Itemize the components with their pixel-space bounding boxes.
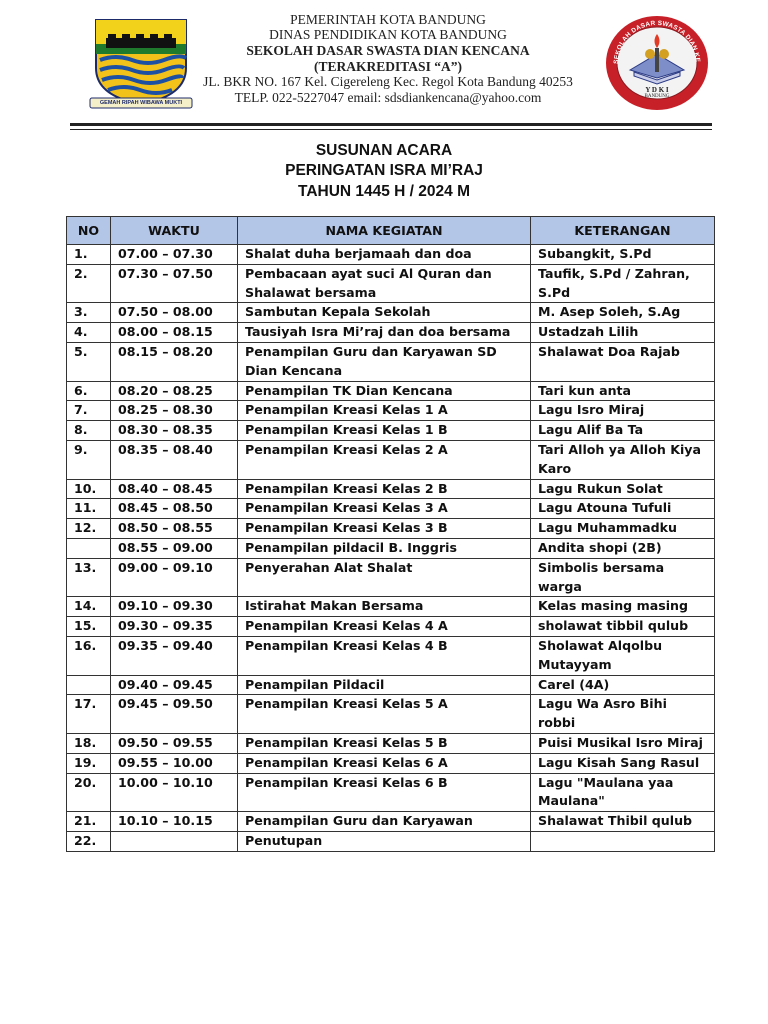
cell-waktu: 08.40 – 08.45 bbox=[111, 479, 238, 499]
cell-keterangan: Andita shopi (2B) bbox=[531, 538, 715, 558]
cell-waktu: 08.55 – 09.00 bbox=[111, 538, 238, 558]
header-nama-kegiatan: NAMA KEGIATAN bbox=[238, 217, 531, 245]
cell-nama-kegiatan: Penampilan pildacil B. Inggris bbox=[238, 538, 531, 558]
cell-keterangan: Lagu Muhammadku bbox=[531, 519, 715, 539]
table-row bbox=[67, 812, 715, 832]
table-row bbox=[67, 773, 715, 812]
table-row bbox=[67, 479, 715, 499]
document-year: TAHUN 1445 H / 2024 M bbox=[298, 183, 470, 200]
cell-no: 8. bbox=[67, 421, 111, 441]
cell-keterangan: sholawat tibbil qulub bbox=[531, 617, 715, 637]
cell-no: 7. bbox=[67, 401, 111, 421]
cell-keterangan: Puisi Musikal Isro Miraj bbox=[531, 733, 715, 753]
letterhead-rule-thick bbox=[70, 123, 712, 126]
cell-waktu bbox=[111, 831, 238, 851]
cell-nama-kegiatan: Penampilan Kreasi Kelas 1 B bbox=[238, 421, 531, 441]
cell-no: 5. bbox=[67, 342, 111, 381]
cell-waktu: 09.35 – 09.40 bbox=[111, 636, 238, 675]
cell-keterangan: Taufik, S.Pd / Zahran, S.Pd bbox=[531, 264, 715, 303]
header-waktu: WAKTU bbox=[111, 217, 238, 245]
table-row bbox=[67, 695, 715, 734]
cell-waktu: 08.15 – 08.20 bbox=[111, 342, 238, 381]
table-row bbox=[67, 617, 715, 637]
table-row bbox=[67, 733, 715, 753]
cell-waktu: 08.45 – 08.50 bbox=[111, 499, 238, 519]
cell-keterangan: Shalawat Thibil qulub bbox=[531, 812, 715, 832]
cell-keterangan: Lagu Atouna Tufuli bbox=[531, 499, 715, 519]
cell-nama-kegiatan: Istirahat Makan Bersama bbox=[238, 597, 531, 617]
header-no: NO bbox=[67, 217, 111, 245]
cell-waktu: 08.30 – 08.35 bbox=[111, 421, 238, 441]
cell-keterangan: Lagu Alif Ba Ta bbox=[531, 421, 715, 441]
letterhead-school-name: SEKOLAH DASAR SWASTA DIAN KENCANA bbox=[246, 43, 530, 58]
cell-nama-kegiatan: Penampilan TK Dian Kencana bbox=[238, 381, 531, 401]
cell-no: 16. bbox=[67, 636, 111, 675]
letterhead-government: PEMERINTAH KOTA BANDUNG bbox=[290, 12, 486, 27]
table-row bbox=[67, 381, 715, 401]
cell-no: 14. bbox=[67, 597, 111, 617]
cell-no: 19. bbox=[67, 753, 111, 773]
cell-waktu: 08.00 – 08.15 bbox=[111, 323, 238, 343]
cell-nama-kegiatan: Tausiyah Isra Mi’raj dan doa bersama bbox=[238, 323, 531, 343]
cell-waktu: 10.10 – 10.15 bbox=[111, 812, 238, 832]
cell-waktu: 07.00 – 07.30 bbox=[111, 245, 238, 265]
agenda-table bbox=[66, 216, 715, 852]
cell-keterangan bbox=[531, 831, 715, 851]
cell-no: 3. bbox=[67, 303, 111, 323]
cell-keterangan: Ustadzah Lilih bbox=[531, 323, 715, 343]
cell-no bbox=[67, 538, 111, 558]
agenda-table-body bbox=[67, 245, 715, 852]
cell-waktu: 07.30 – 07.50 bbox=[111, 264, 238, 303]
cell-waktu: 07.50 – 08.00 bbox=[111, 303, 238, 323]
cell-waktu: 08.50 – 08.55 bbox=[111, 519, 238, 539]
emblem-org: Y D K I bbox=[645, 86, 669, 94]
table-row bbox=[67, 421, 715, 441]
cell-nama-kegiatan: Penampilan Kreasi Kelas 6 B bbox=[238, 773, 531, 812]
cell-nama-kegiatan: Pembacaan ayat suci Al Quran dan Shalawat bersama bbox=[238, 264, 531, 303]
table-row bbox=[67, 245, 715, 265]
cell-keterangan: Simbolis bersama warga bbox=[531, 558, 715, 597]
cell-no: 2. bbox=[67, 264, 111, 303]
cell-nama-kegiatan: Penampilan Kreasi Kelas 6 A bbox=[238, 753, 531, 773]
cell-nama-kegiatan: Penyerahan Alat Shalat bbox=[238, 558, 531, 597]
cell-keterangan: Lagu Rukun Solat bbox=[531, 479, 715, 499]
cell-waktu: 08.20 – 08.25 bbox=[111, 381, 238, 401]
table-row bbox=[67, 342, 715, 381]
cell-waktu: 08.35 – 08.40 bbox=[111, 440, 238, 479]
cell-nama-kegiatan: Penampilan Kreasi Kelas 5 A bbox=[238, 695, 531, 734]
cell-waktu: 08.25 – 08.30 bbox=[111, 401, 238, 421]
cell-keterangan: Lagu Isro Miraj bbox=[531, 401, 715, 421]
cell-no: 18. bbox=[67, 733, 111, 753]
cell-nama-kegiatan: Penampilan Guru dan Karyawan SD Dian Kencana bbox=[238, 342, 531, 381]
cell-nama-kegiatan: Penampilan Kreasi Kelas 2 B bbox=[238, 479, 531, 499]
table-row bbox=[67, 401, 715, 421]
table-row bbox=[67, 303, 715, 323]
cell-keterangan: Shalawat Doa Rajab bbox=[531, 342, 715, 381]
cell-nama-kegiatan: Shalat duha berjamaah dan doa bbox=[238, 245, 531, 265]
emblem-city: BANDUNG bbox=[644, 94, 670, 99]
letterhead-department: DINAS PENDIDIKAN KOTA BANDUNG bbox=[269, 27, 507, 42]
cell-no: 15. bbox=[67, 617, 111, 637]
cell-waktu: 09.40 – 09.45 bbox=[111, 675, 238, 695]
table-row bbox=[67, 323, 715, 343]
cell-keterangan: Subangkit, S.Pd bbox=[531, 245, 715, 265]
cell-waktu: 09.00 – 09.10 bbox=[111, 558, 238, 597]
table-header-row bbox=[67, 217, 715, 245]
crest-motto: GEMAH RIPAH WIBAWA MUKTI bbox=[99, 100, 183, 106]
cell-keterangan: Kelas masing masing bbox=[531, 597, 715, 617]
cell-no: 22. bbox=[67, 831, 111, 851]
cell-nama-kegiatan: Penampilan Kreasi Kelas 5 B bbox=[238, 733, 531, 753]
letterhead-rule-thin bbox=[70, 129, 712, 130]
table-row bbox=[67, 440, 715, 479]
cell-keterangan: Sholawat Alqolbu Mutayyam bbox=[531, 636, 715, 675]
cell-no: 9. bbox=[67, 440, 111, 479]
document-subtitle: PERINGATAN ISRA MI’RAJ bbox=[285, 162, 483, 179]
cell-nama-kegiatan: Sambutan Kepala Sekolah bbox=[238, 303, 531, 323]
table-row bbox=[67, 558, 715, 597]
cell-no: 21. bbox=[67, 812, 111, 832]
school-emblem-icon bbox=[604, 14, 710, 112]
table-row bbox=[67, 675, 715, 695]
cell-no: 20. bbox=[67, 773, 111, 812]
cell-nama-kegiatan: Penampilan Kreasi Kelas 1 A bbox=[238, 401, 531, 421]
cell-no: 12. bbox=[67, 519, 111, 539]
table-row bbox=[67, 831, 715, 851]
cell-waktu: 09.30 – 09.35 bbox=[111, 617, 238, 637]
cell-waktu: 10.00 – 10.10 bbox=[111, 773, 238, 812]
emblem-ring-text: SEKOLAH DASAR SWASTA DIAN KE bbox=[612, 19, 702, 65]
cell-keterangan: M. Asep Soleh, S.Ag bbox=[531, 303, 715, 323]
cell-nama-kegiatan: Penampilan Kreasi Kelas 2 A bbox=[238, 440, 531, 479]
cell-keterangan: Tari kun anta bbox=[531, 381, 715, 401]
letterhead-accreditation: (TERAKREDITASI “A”) bbox=[314, 59, 462, 74]
table-row bbox=[67, 264, 715, 303]
cell-nama-kegiatan: Penampilan Kreasi Kelas 4 B bbox=[238, 636, 531, 675]
cell-keterangan: Lagu Kisah Sang Rasul bbox=[531, 753, 715, 773]
cell-nama-kegiatan: Penampilan Kreasi Kelas 3 B bbox=[238, 519, 531, 539]
table-row bbox=[67, 753, 715, 773]
cell-keterangan: Lagu "Maulana yaa Maulana" bbox=[531, 773, 715, 812]
cell-waktu: 09.50 – 09.55 bbox=[111, 733, 238, 753]
cell-no bbox=[67, 675, 111, 695]
cell-no: 1. bbox=[67, 245, 111, 265]
letterhead-address: JL. BKR NO. 167 Kel. Cigereleng Kec. Regol Kota Bandung 40253 bbox=[203, 74, 573, 89]
table-row bbox=[67, 499, 715, 519]
cell-no: 10. bbox=[67, 479, 111, 499]
cell-waktu: 09.10 – 09.30 bbox=[111, 597, 238, 617]
cell-no: 17. bbox=[67, 695, 111, 734]
cell-nama-kegiatan: Penampilan Guru dan Karyawan bbox=[238, 812, 531, 832]
table-row bbox=[67, 519, 715, 539]
cell-nama-kegiatan: Penampilan Kreasi Kelas 3 A bbox=[238, 499, 531, 519]
table-row bbox=[67, 538, 715, 558]
cell-waktu: 09.45 – 09.50 bbox=[111, 695, 238, 734]
cell-nama-kegiatan: Penutupan bbox=[238, 831, 531, 851]
cell-keterangan: Carel (4A) bbox=[531, 675, 715, 695]
cell-no: 4. bbox=[67, 323, 111, 343]
letterhead-contact: TELP. 022-5227047 email: sdsdiankencana@yahoo.com bbox=[234, 90, 542, 105]
cell-keterangan: Tari Alloh ya Alloh Kiya Karo bbox=[531, 440, 715, 479]
header-keterangan: KETERANGAN bbox=[531, 217, 715, 245]
document-title: SUSUNAN ACARA bbox=[315, 142, 453, 159]
cell-nama-kegiatan: Penampilan Kreasi Kelas 4 A bbox=[238, 617, 531, 637]
cell-waktu: 09.55 – 10.00 bbox=[111, 753, 238, 773]
cell-no: 13. bbox=[67, 558, 111, 597]
bandung-city-crest-icon bbox=[86, 12, 196, 116]
table-row bbox=[67, 636, 715, 675]
table-row bbox=[67, 597, 715, 617]
cell-no: 6. bbox=[67, 381, 111, 401]
cell-no: 11. bbox=[67, 499, 111, 519]
cell-nama-kegiatan: Penampilan Pildacil bbox=[238, 675, 531, 695]
cell-keterangan: Lagu Wa Asro Bihi robbi bbox=[531, 695, 715, 734]
